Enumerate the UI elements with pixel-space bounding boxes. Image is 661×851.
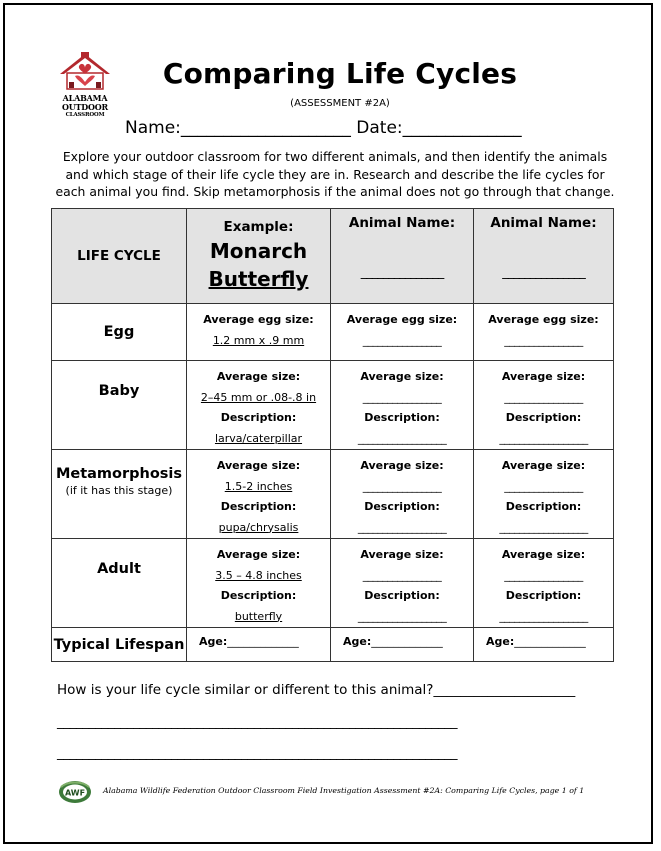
adult-size-value: 3.5 – 4.8 inches: [215, 568, 302, 582]
egg-size-value: 1.2 mm x .9 mm: [212, 333, 305, 347]
egg-animal2-cell: [474, 304, 614, 361]
animal1-header: [331, 209, 474, 304]
animal2-name-field[interactable]: _______________: [502, 265, 585, 280]
lifespan-animal1-cell: [331, 628, 474, 662]
date-label: Date:: [356, 118, 403, 138]
adult-size-label: Average size:: [360, 548, 444, 561]
question-text: How is your life cycle similar or different to this animal?: [57, 682, 434, 698]
lifespan-row: [52, 628, 614, 662]
meta-desc-field[interactable]: __________________: [499, 520, 588, 534]
age-label: Age:: [343, 635, 372, 648]
footer-text: Alabama Wildlife Federation Outdoor Classroom Field Investigation Assessment #2A: Comparing Life Cycles, page 1 of 1: [103, 786, 585, 795]
meta-desc-label: Description:: [364, 500, 440, 513]
life-cycle-table: [51, 208, 614, 662]
baby-label: Baby: [52, 361, 187, 450]
awf-logo-icon: [57, 779, 93, 805]
egg-row: [52, 304, 614, 361]
age-field[interactable]: _____________: [371, 635, 443, 648]
page-title: Comparing Life Cycles: [162, 57, 518, 90]
baby-size-value: 2–45 mm or .08-.8 in: [200, 390, 317, 404]
alabama-outdoor-classroom-logo: [55, 52, 115, 118]
logo-line2: OUTDOOR: [61, 101, 109, 112]
adult-size-field[interactable]: ________________: [504, 568, 583, 582]
metamorphosis-row: [52, 450, 614, 539]
baby-size-label: Average size:: [216, 370, 301, 383]
meta-size-label: Average size:: [216, 459, 301, 472]
baby-desc-field[interactable]: __________________: [499, 431, 588, 445]
baby-example-cell: [187, 361, 331, 450]
animal1-name-label: Animal Name:: [348, 215, 456, 231]
animal2-header: [474, 209, 614, 304]
life-cycle-header: LIFE CYCLE: [52, 209, 187, 304]
meta-desc-label: Description:: [505, 500, 582, 513]
adult-desc-label: Description:: [505, 589, 582, 602]
answer-line-2[interactable]: _______________________________________________________________: [57, 745, 458, 761]
instructions: Explore your outdoor classroom for two different animals, and then identify the animals and which stage of their life cycle they are in. Research and describe the life cycles for each animal you find. Skip metamorphosis if the animal does not go through that change.: [55, 149, 615, 199]
baby-animal1-cell: [331, 361, 474, 450]
meta-size-label: Average size:: [501, 459, 586, 472]
egg-label: Egg: [52, 304, 187, 361]
logo-line1: ALABAMA: [62, 93, 108, 103]
meta-size-field[interactable]: ________________: [504, 479, 583, 493]
name-label: Name:: [125, 118, 181, 138]
age-field[interactable]: _____________: [514, 635, 586, 648]
baby-desc-field[interactable]: __________________: [357, 431, 447, 445]
awf-logo-text: AWF: [64, 788, 86, 798]
adult-desc-value: butterfly: [234, 609, 283, 623]
meta-animal1-cell: [331, 450, 474, 539]
date-field[interactable]: ______________: [402, 118, 522, 138]
age-field[interactable]: _____________: [227, 635, 299, 648]
egg-example-cell: [187, 304, 331, 361]
adult-size-label: Average size:: [501, 548, 586, 561]
awf-logo: [57, 779, 93, 805]
age-label: Age:: [486, 635, 515, 648]
adult-size-field[interactable]: ________________: [362, 568, 442, 582]
question-answer-field[interactable]: _____________________: [433, 682, 576, 698]
meta-animal2-cell: [474, 450, 614, 539]
example-animal-line2: Butterfly: [208, 267, 309, 291]
baby-size-field[interactable]: ________________: [504, 390, 583, 404]
answer-line-1[interactable]: _______________________________________________________________: [57, 714, 458, 730]
adult-desc-label: Description:: [364, 589, 440, 602]
example-header: [187, 209, 331, 304]
meta-size-field[interactable]: ________________: [362, 479, 442, 493]
comparison-question: [57, 682, 575, 698]
adult-row: [52, 539, 614, 628]
adult-desc-field[interactable]: __________________: [357, 609, 447, 623]
metamorphosis-label-cell: [52, 450, 187, 539]
adult-size-label: Average size:: [216, 548, 301, 561]
meta-size-value: 1.5-2 inches: [224, 479, 293, 493]
baby-desc-label: Description:: [220, 411, 297, 424]
baby-row: [52, 361, 614, 450]
baby-size-field[interactable]: ________________: [362, 390, 442, 404]
meta-example-cell: [187, 450, 331, 539]
example-label: Example:: [223, 219, 294, 235]
lifespan-example-cell: [187, 628, 331, 662]
adult-animal2-cell: [474, 539, 614, 628]
example-animal-line1: Monarch: [209, 239, 308, 263]
meta-desc-field[interactable]: __________________: [357, 520, 447, 534]
egg-size-label: Average egg size:: [488, 313, 599, 326]
egg-size-label: Average egg size:: [346, 313, 458, 326]
header-row: [52, 209, 614, 304]
egg-size-label: Average egg size:: [203, 313, 314, 326]
meta-size-label: Average size:: [360, 459, 444, 472]
logo-line3: CLASSROOM: [65, 112, 105, 118]
meta-desc-label: Description:: [220, 500, 297, 513]
adult-desc-field[interactable]: __________________: [499, 609, 588, 623]
baby-desc-label: Description:: [364, 411, 440, 424]
egg-size-field[interactable]: ________________: [504, 333, 583, 347]
adult-desc-label: Description:: [220, 589, 297, 602]
name-field[interactable]: ____________________: [180, 118, 351, 138]
metamorphosis-label: Metamorphosis: [55, 466, 183, 482]
baby-animal2-cell: [474, 361, 614, 450]
egg-animal1-cell: [331, 304, 474, 361]
adult-example-cell: [187, 539, 331, 628]
lifespan-animal2-cell: [474, 628, 614, 662]
baby-desc-label: Description:: [505, 411, 582, 424]
age-label: Age:: [199, 635, 228, 648]
egg-size-field[interactable]: ________________: [362, 333, 442, 347]
name-date-line: [125, 118, 522, 138]
adult-animal1-cell: [331, 539, 474, 628]
logo-text: [55, 94, 115, 120]
metamorphosis-sublabel: (if it has this stage): [65, 484, 173, 497]
page-subtitle: (ASSESSMENT #2A): [290, 98, 390, 109]
animal2-name-label: Animal Name:: [490, 215, 597, 231]
animal1-name-field[interactable]: _______________: [360, 265, 444, 280]
baby-desc-value: larva/caterpillar: [214, 431, 303, 445]
meta-desc-value: pupa/chrysalis: [218, 520, 299, 534]
lifespan-label: Typical Lifespan: [52, 628, 187, 662]
baby-size-label: Average size:: [501, 370, 586, 383]
schoolhouse-icon: [55, 52, 115, 90]
baby-size-label: Average size:: [360, 370, 444, 383]
adult-label: Adult: [52, 539, 187, 628]
